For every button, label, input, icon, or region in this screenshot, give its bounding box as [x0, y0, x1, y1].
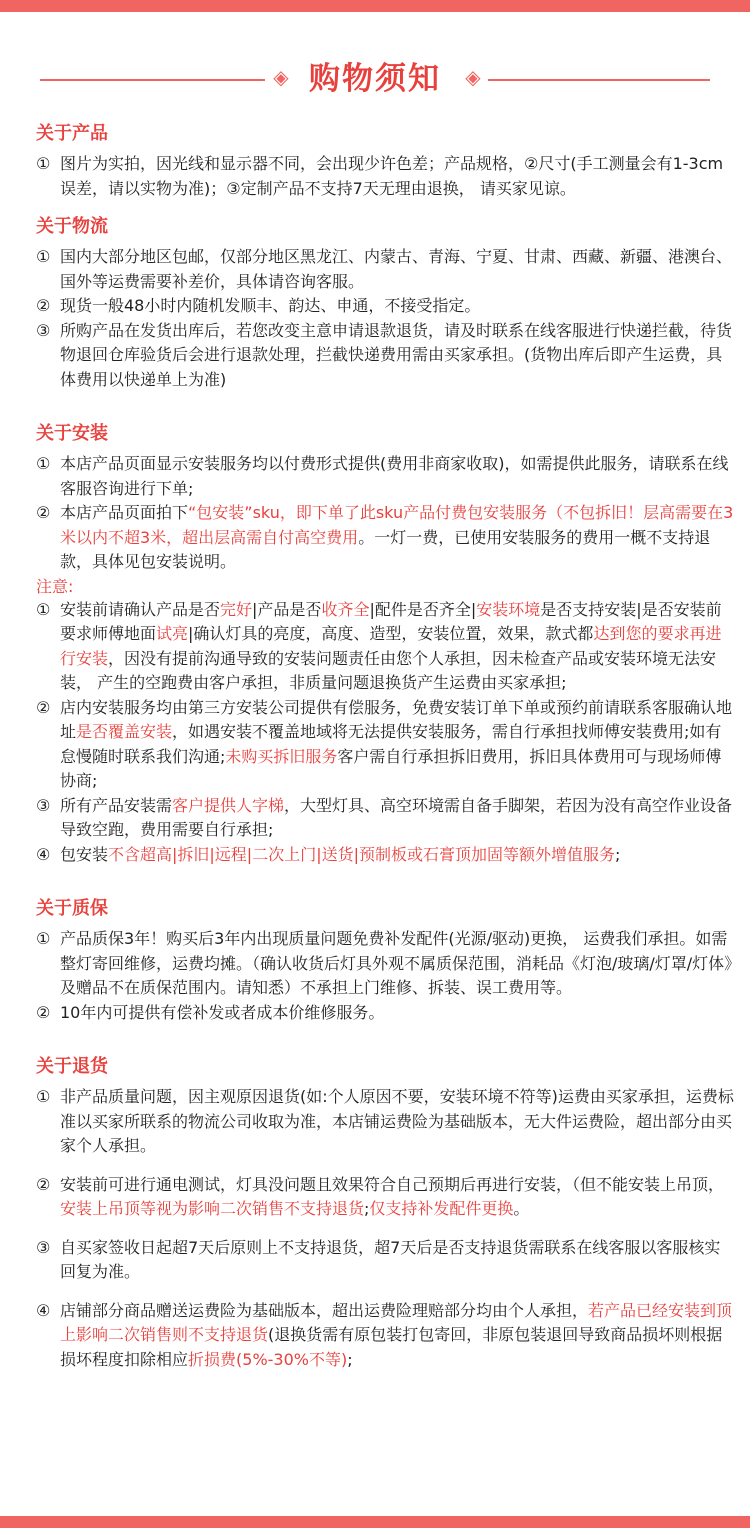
section-title: 关于退货 — [36, 1056, 108, 1077]
header-line-left — [40, 79, 265, 81]
item-number: ④ — [36, 844, 51, 864]
body-text: 10年内可提供有偿补发或者成本价维修服务。 — [60, 1002, 385, 1022]
highlight-text: 安装上吊顶等视为影响二次销售不支持退货 — [60, 1199, 365, 1218]
bottom-accent-bar — [0, 1516, 750, 1528]
top-accent-bar — [0, 0, 750, 12]
item-text — [60, 294, 736, 319]
body-text: 。 — [513, 1199, 530, 1218]
item-number: ① — [36, 929, 51, 948]
item-number: ② — [36, 1174, 51, 1194]
list-item — [36, 294, 736, 319]
body-text: 客户需自行承担拆旧费用，拆旧具体费用可与现场师傅协商; — [60, 746, 722, 790]
highlight-text: 收齐全 — [321, 599, 370, 619]
list-item — [36, 598, 736, 696]
diamond-ornament-icon: ◈ — [465, 65, 481, 89]
item-text — [60, 696, 736, 794]
body-text: ; — [347, 1349, 353, 1369]
item-number: ④ — [36, 1300, 51, 1320]
section-title: 关于安装 — [36, 423, 108, 444]
highlight-text: “包安装”sku，即下单了此sku产品付费包安装服务（不包拆旧！层高需要在3米以内不超3米，超出层高需自付高空费用 — [60, 503, 734, 547]
body-text: 非产品质量问题，因主观原因退货(如:个人原因不要，安装环境不符等)运费由买家承担，运费标准以买家所联系的物流公司收取为准，本店铺运费险为基础版本，无大件运费险，超出部分由买家个人承担。 — [60, 1087, 734, 1155]
item-text — [60, 843, 736, 868]
item-number: ② — [36, 1002, 51, 1022]
list-item — [36, 843, 736, 868]
body-text: 本店产品页面拍下 — [60, 503, 189, 522]
body-text: 所有产品安装需 — [60, 795, 173, 815]
item-number: ② — [36, 697, 51, 717]
body-text: (退换货需有原包装打包寄回，非原包装退回导致商品损坏则根据损坏程度扣除相应 — [60, 1325, 723, 1369]
item-text — [60, 1001, 736, 1026]
list-item — [36, 794, 736, 843]
section-title: 关于产品 — [36, 123, 108, 144]
body-text: 国内大部分地区包邮，仅部分地区黑龙江、内蒙古、青海、宁夏、甘肃、西藏、新疆、港澳台、国外等运费需要补差价，具体请咨询客服。 — [60, 247, 733, 291]
body-text: ，如遇安装不覆盖地域将无法提供安装服务，需自行承担找师傅安装费用;如有怠慢随时联系我们沟通; — [60, 722, 722, 766]
item-number: ① — [36, 1087, 51, 1106]
item-text — [60, 1173, 736, 1222]
body-text: 产品质保3年！购买后3年内出现质量问题免费补发配件(光源/驱动)更换， 运费我们承担。如需整灯寄回维修，运费均摊。（确认收货后灯具外观不属质保范围，消耗品《灯泡/玻璃/灯罩/灯体》及赠品不在质保范围内。请知悉）不承担上门维修、拆装、误工费用等。 — [60, 929, 733, 997]
note-label: 注意: — [36, 576, 74, 596]
body-text: 店内安装服务均由第三方安装公司提供有偿服务，免费安装订单下单或预约前请联系客服确认地址 — [60, 697, 733, 741]
item-number: ① — [36, 599, 51, 619]
body-text: ; — [364, 1199, 370, 1218]
body-text: 安装前可进行通电测试，灯具没问题且效果符合自己预期后再进行安装，（但不能安装上吊顶， — [60, 1174, 725, 1194]
list-item — [36, 1236, 736, 1285]
item-number: ③ — [36, 320, 51, 340]
header-line-right — [488, 79, 710, 81]
list-item — [36, 1001, 736, 1026]
item-text — [60, 794, 736, 843]
item-number: ③ — [36, 1237, 51, 1257]
body-text: ; — [614, 844, 621, 864]
item-text — [60, 152, 736, 201]
highlight-text: 是否覆盖安装 — [76, 722, 173, 741]
highlight-text: 达到您的要求再进行安装 — [60, 624, 722, 668]
item-text — [60, 1085, 736, 1159]
item-text — [60, 927, 736, 1001]
highlight-text: 试亮 — [156, 624, 189, 643]
list-item — [36, 696, 736, 794]
item-text — [60, 452, 736, 501]
page-title: 购物须知 — [309, 61, 441, 97]
page-header — [0, 52, 750, 112]
item-text — [60, 245, 736, 294]
list-item — [36, 1173, 736, 1222]
list-item — [36, 319, 736, 393]
item-number: ② — [36, 296, 51, 315]
highlight-text: 不含超高|拆旧|远程|二次上门|送货|预制板或石膏顶加固等额外增值服务 — [108, 844, 615, 864]
body-text: 图片为实拍，因光线和显示器不同，会出现少许色差；产品规格，②尺寸(手工测量会有1-3cm误差，请以实物为准)；③定制产品不支持7天无理由退换， 请买家见谅。 — [60, 154, 724, 198]
item-number: ② — [36, 503, 51, 522]
list-item — [36, 245, 736, 294]
body-text: ，因没有提前沟通导致的安装问题责任由您个人承担，因未检查产品或安装环境无法安装， 产生的空跑费由客户承担，非质量问题退换货产生运费由买家承担; — [60, 648, 717, 692]
item-number: ③ — [36, 795, 51, 815]
list-item — [36, 927, 736, 1001]
body-text: 现货一般48小时内随机发顺丰、韵达、申通，不接受指定。 — [60, 296, 481, 315]
item-text — [60, 1299, 736, 1373]
diamond-ornament-icon: ◈ — [273, 65, 289, 89]
item-text — [60, 598, 736, 696]
body-text: 所购产品在发货出库后，若您改变主意申请退款退货，请及时联系在线客服进行快递拦截，待货物退回仓库验货后会进行退款处理，拦截快递费用需由买家承担。(货物出库后即产生运费，具体费用以快递单上为准) — [60, 320, 733, 389]
item-number: ① — [36, 247, 51, 266]
list-item — [36, 501, 736, 575]
highlight-text: 仅支持补发配件更换 — [369, 1199, 514, 1218]
body-text: 安装前请确认产品是否 — [60, 599, 221, 619]
body-text: |配件是否齐全| — [369, 599, 477, 619]
body-text: 是否支持安装|是否安装前要求师傅地面 — [60, 599, 722, 643]
section-title: 关于质保 — [36, 898, 108, 919]
body-text: 店铺部分商品赠送运费险为基础版本，超出运费险理赔部分均由个人承担， — [60, 1300, 589, 1320]
highlight-text: 客户提供人字梯 — [172, 795, 285, 815]
body-text: 自买家签收日起超7天后原则上不支持退货，超7天后是否支持退货需联系在线客服以客服核实回复为准。 — [60, 1237, 721, 1281]
highlight-text: 若产品已经安装到顶上影响二次销售则不支持退货 — [60, 1300, 733, 1344]
item-number: ① — [36, 154, 51, 173]
body-text: ，大型灯具、高空环境需自备手脚架，若因为没有高空作业设备导致空跑，费用需要自行承担; — [60, 795, 733, 839]
body-text: |确认灯具的亮度，高度、造型，安装位置，效果，款式都 — [188, 624, 594, 643]
list-item — [36, 152, 736, 201]
list-item — [36, 452, 736, 501]
highlight-text: 完好 — [220, 599, 253, 619]
item-text — [60, 501, 736, 575]
list-item — [36, 1299, 736, 1373]
body-text: 本店产品页面显示安装服务均以付费形式提供(费用非商家收取)，如需提供此服务，请联系在线客服咨询进行下单; — [60, 454, 729, 498]
body-text: |产品是否 — [252, 599, 322, 619]
highlight-text: 折损费(5%-30%不等) — [188, 1349, 348, 1369]
item-text — [60, 1236, 736, 1285]
list-item — [36, 1085, 736, 1159]
highlight-text: 安装环境 — [476, 599, 541, 619]
item-number: ① — [36, 454, 51, 473]
notice-content — [36, 122, 736, 1372]
body-text: 包安装 — [60, 844, 109, 864]
section-title: 关于物流 — [36, 216, 108, 237]
body-text: 。一灯一费，已使用安装服务的费用一概不支持退款，具体见包安装说明。 — [60, 527, 711, 571]
highlight-text: 未购买拆旧服务 — [225, 746, 338, 766]
item-text — [60, 319, 736, 393]
